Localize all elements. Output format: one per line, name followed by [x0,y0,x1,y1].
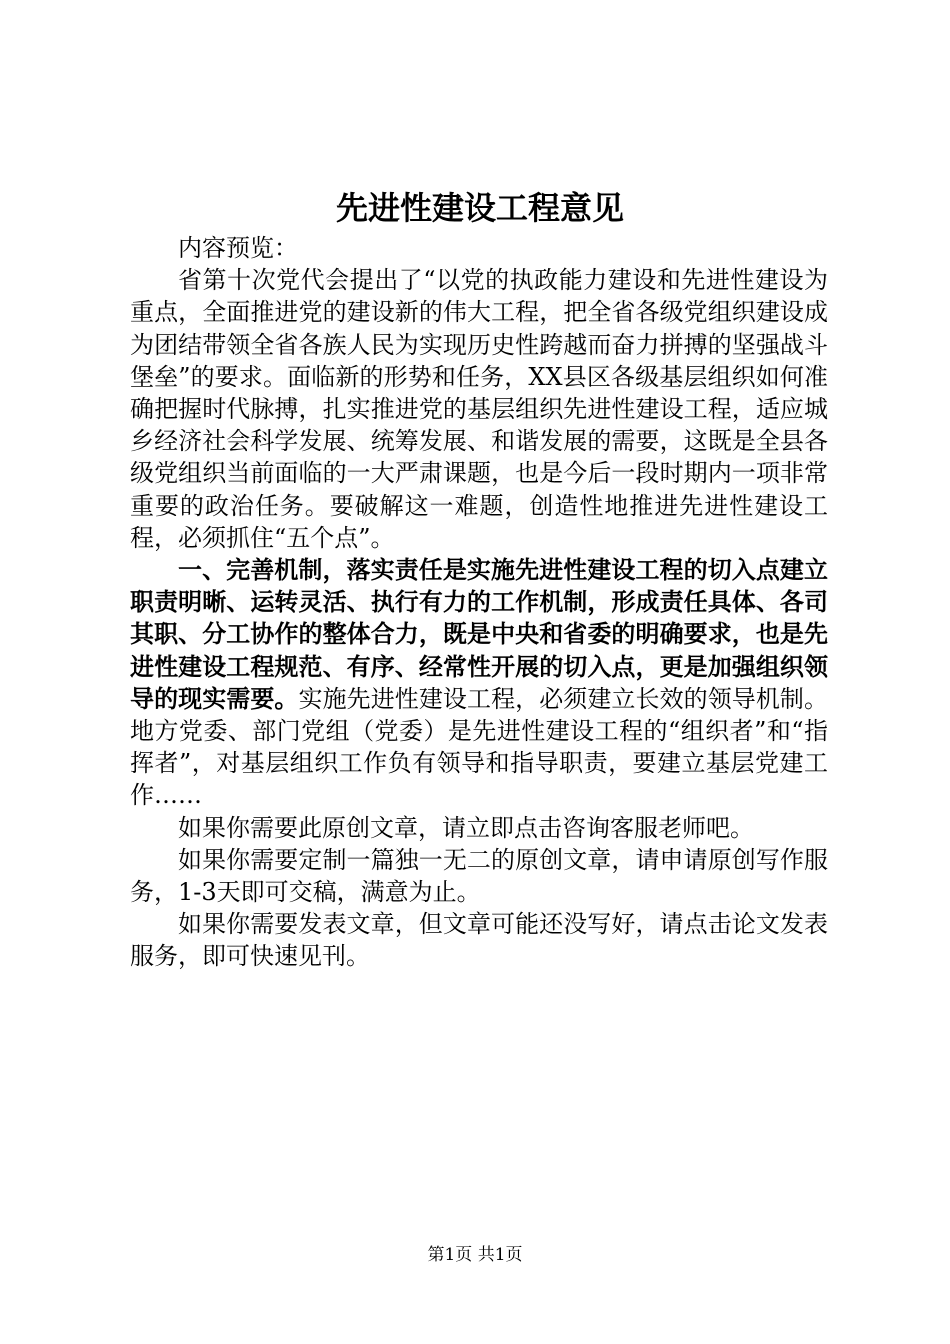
paragraph-section-one [130,554,828,812]
paragraph-intro: 省第十次党代会提出了“以党的执政能力建设和先进性建设为重点，全面推进党的建设新的伟大工程，把全省各级党组织建设成为团结带领全省各族人民为实现历史性跨越而奋力拼搏的坚强战斗堡垒”的要求。面临新的形势和任务，XX县区各级基层组织如何准确把握时代脉搏，扎实推进党的基层组织先进性建设工程，适应城乡经济社会科学发展、统筹发展、和谐发展的需要，这既是全县各级党组织当前面临的一大严肃课题，也是今后一段时期内一项非常重要的政治任务。要破解这一难题，创造性地推进先进性建设工程，必须抓住“五个点”。 [130,266,828,552]
paragraph-custom-writing: 如果你需要定制一篇独一无二的原创文章，请申请原创写作服务，1-3天即可交稿，满意为止。 [130,845,828,907]
preview-label: 内容预览： [178,234,298,262]
paragraph-consult: 如果你需要此原创文章，请立即点击咨询客服老师吧。 [178,813,754,842]
document-title: 先进性建设工程意见 [335,189,624,227]
document-body [130,232,828,973]
page-number-footer: 第1页 共1页 [427,1245,523,1265]
section-one-text: 实施先进性建设工程，必须建立长效的领导机制。地方党委、部门党组（党委）是先进性建设工程的“组织者”和“指挥者”，对基层组织工作负有领导和指导职责，要建立基层党建工作…… [130,684,828,810]
section-one-heading: 一、完善机制，落实责任是实施先进性建设工程的切入点建立职责明晰、运转灵活、执行有力的工作机制，形成责任具体、各司其职、分工协作的整体合力，既是中央和省委的明确要求，也是先进性建设工程规范、有序、经常性开展的切入点，更是加强组织领导的现实需要。 [130,556,828,713]
paragraph-publish: 如果你需要发表文章，但文章可能还没写好，请点击论文发表服务，即可快速见刊。 [130,910,828,971]
